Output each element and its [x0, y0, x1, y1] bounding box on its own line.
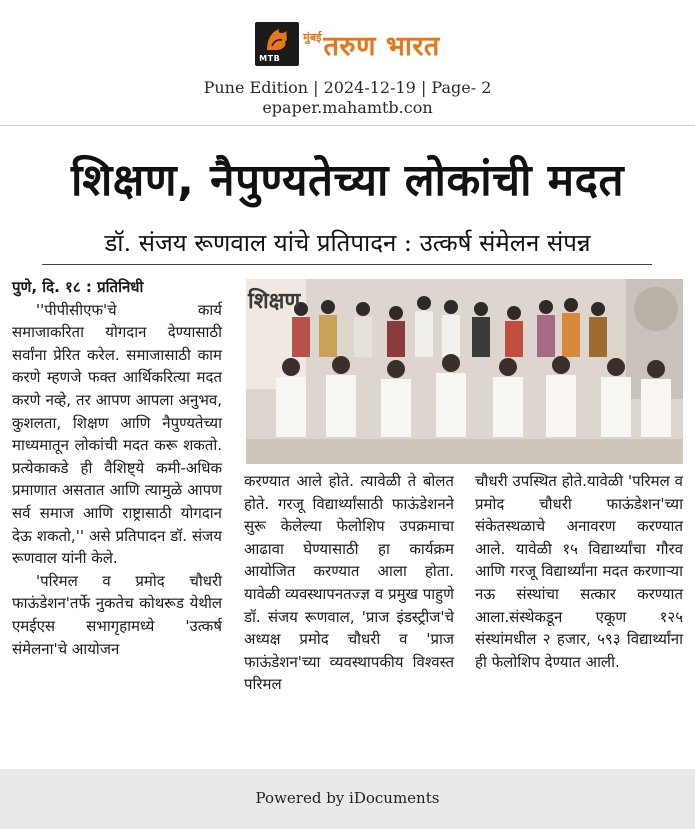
article-subheadline: डॉ. संजय रूणवाल यांचे प्रतिपादन : उत्कर्ष संमेलन संपन्न: [104, 229, 591, 257]
subheadline-rule: [42, 264, 652, 265]
article-column-3: [475, 470, 683, 673]
logo[interactable]: [0, 22, 695, 66]
powered-by-link[interactable]: Powered by iDocuments: [255, 789, 440, 807]
article-column-1: [12, 276, 222, 660]
masthead: [0, 0, 695, 126]
logo-badge: [255, 22, 299, 66]
paragraph-2: 'परिमल व प्रमोद चौधरी फाऊंडेशन'तर्फे नुकतेच कोथरूड येथील एमईएस सभागृहामध्ये 'उत्कर्ष संमेलना'चे आयोजन: [12, 571, 222, 658]
photo-backdrop-text: शिक्षण: [248, 289, 301, 314]
group-photo-image: [246, 279, 683, 464]
lion-icon: [263, 26, 291, 52]
site-link[interactable]: epaper.mahamtb.con: [262, 98, 433, 117]
article-column-2: [244, 470, 454, 696]
column-3-text: चौधरी उपस्थित होते.यावेळी 'परिमल व प्रमोद चौधरी फाऊंडेशन'च्या संकेतस्थळाचे अनावरण करण्यात आले. यावेळी १५ विद्यार्थ्यांचा गौरव आणि गरजू विद्यार्थ्यांना मदत करणाऱ्या नऊ संस्थांचा सत्कार करण्यात आला.संस्थेकडून एकूण १२५ संस्थांमधील २ हजार, ५९३ विद्यार्थ्यांना ही फेलोशिप देण्यात आली.: [475, 472, 683, 671]
footer: [0, 769, 695, 829]
article-headline: शिक्षण, नैपुण्यतेच्या लोकांची मदत: [70, 155, 625, 206]
column-2-text: करण्यात आले होते. त्यावेळी ते बोलत होते. गरजू विद्यार्थ्यांसाठी फाऊंडेशनने सुरू केलेल्या फेलोशिप उपक्रमाचा आढावा घेण्यासाठी हा कार्यक्रम आयोजित करण्यात आला होता. यावेळी व्यवस्थापनतज्ज्ञ व प्रमुख पाहुणे डॉ. संजय रूणवाल, 'प्राज इंडस्ट्रीज'चे अध्यक्ष प्रमोद चौधरी व 'प्राज फाऊंडेशन'च्या व्यवस्थापकीय विश्वस्त परिमल: [244, 472, 454, 694]
article-photo[interactable]: [246, 279, 683, 464]
logo-badge-text: MTB: [259, 54, 281, 63]
paragraph-1: ''पीपीसीएफ'चे कार्य समाजाकरिता योगदान देण्यासाठी सर्वांना प्रेरित करेल. समाजासाठी काम करणे म्हणजे फक्त आर्थिकरित्या मदत करणे नव्हे, तर आपण आपला अनुभव, कुशलता, शिक्षण आणि नैपुण्यतेच्या माध्यमातून लोकांची मदत करू शकतो. प्रत्येकाकडे ही वैशिष्ट्ये कमी-अधिक प्रमाणात असतात आणि त्यामुळे आपण सर्व समाज आणि राष्ट्रासाठी योगदान देऊ शकतो,'' असे प्रतिपादन डॉ. संजय रूणवाल यांनी केले.: [12, 300, 222, 568]
dateline: पुणे, दि. १८ : प्रतिनिधी: [12, 278, 144, 296]
edition-info: Pune Edition | 2024-12-19 | Page- 2: [203, 78, 492, 97]
logo-city: मुंबई: [303, 30, 322, 44]
logo-title: तरुण भारत: [323, 30, 440, 62]
